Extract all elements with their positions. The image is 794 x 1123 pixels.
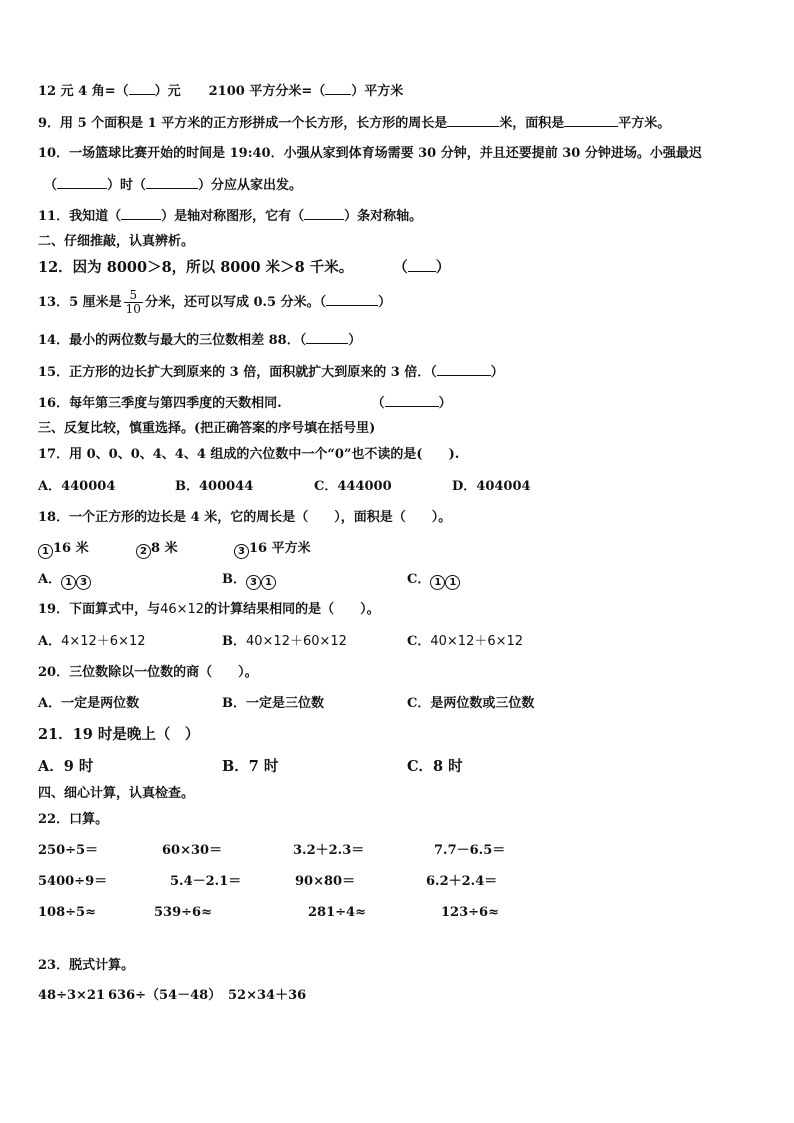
option-a[interactable]: A．9 时 [38,758,94,775]
option-c[interactable]: C．444000 [314,479,392,494]
question-13: 13．5 厘米是 $\frac{5}{10}$ 分米，还可以写成 0.5 分米。（ ） [38,288,392,316]
question-11: 11．我知道（ ）是轴对称图形，它有（ ）条对称轴。 [38,209,423,224]
oral-row-1 [38,842,758,860]
oral-item: 5.4－2.1＝ [170,874,242,889]
answer-blank[interactable] [325,82,351,95]
question-prev: 12 元 4 角=（ ）元 2100 平方分米=（ ）平方米 [38,84,404,99]
oral-item: 90×80＝ [295,874,356,889]
question-19-options [38,633,758,651]
section-heading-2: 二、仔细推敲，认真辨析。 [38,234,195,249]
question-16: 16．每年第三季度与第四季度的天数相同. （ ） [38,396,452,411]
option-d[interactable]: D．404004 [452,479,531,494]
oral-item: 539÷6≈ [154,905,212,920]
question-12: 12．因为 8000＞8，所以 8000 米＞8 千米。 （ ） [38,259,451,276]
question-19: 19．下面算式中，与46×12的计算结果相同的是（ ）。 [38,602,380,617]
option-b[interactable]: B．400044 [175,479,254,494]
option-c[interactable]: C．是两位数或三位数 [407,696,535,711]
calc-item: 52×34＋36 [228,988,307,1003]
option-b[interactable]: B．7 时 [222,758,279,775]
answer-blank[interactable] [385,394,439,407]
option-c[interactable]: C． 1 1 [407,571,460,590]
answer-blank[interactable] [129,82,155,95]
oral-item: 281÷4≈ [308,905,366,920]
section-heading-3: 三、反复比较，慎重选择。(把正确答案的序号填在括号里) [38,421,376,436]
question-17: 17．用 0、0、0、4、4、4 组成的六位数中一个“0”也不读的是( ). [38,447,460,462]
oral-item: 7.7－6.5＝ [434,843,506,858]
option-b[interactable]: B．40×12＋60×12 [222,634,347,649]
question-10-line2: （ ）时（ ）分应从家出发。 [44,178,303,193]
option-a[interactable]: A．一定是两位数 [38,696,140,711]
question-23: 23．脱式计算。 [38,958,135,973]
answer-blank[interactable] [447,114,499,127]
option-b[interactable]: B．一定是三位数 [222,696,324,711]
question-17-options [38,478,758,496]
calc-item: 48÷3×21 [38,988,106,1003]
oral-item: 6.2＋2.4＝ [426,874,498,889]
question-18: 18．一个正方形的边长是 4 米，它的周长是（ ），面积是（ ）。 [38,510,452,525]
question-18-options [38,571,758,589]
answer-blank[interactable] [146,176,198,189]
option-c[interactable]: C．40×12＋6×12 [407,634,524,649]
option-c[interactable]: C．8 时 [407,758,463,775]
oral-item: 250÷5＝ [38,843,99,858]
question-22: 22．口算。 [38,812,109,827]
oral-item: 108÷5≈ [38,905,96,920]
item-1: 1 16 米 [38,540,89,559]
calc-item: 636÷（54－48） [108,988,222,1003]
answer-blank[interactable] [326,293,378,306]
answer-blank[interactable] [306,331,348,344]
question-10: 10．一场篮球比赛开始的时间是 19:40．小强从家到体育场需要 30 分钟，并且还要提前 30 分钟进场。小强最迟 [38,146,702,161]
option-a[interactable]: A．4×12＋6×12 [38,634,146,649]
fraction: $\frac{5}{10}$ [125,288,141,316]
answer-blank[interactable] [57,176,107,189]
section-heading-4: 四、细心计算，认真检查。 [38,786,195,801]
question-14: 14．最小的两位数与最大的三位数相差 88．（ ） [38,333,362,348]
oral-item: 123÷6≈ [441,905,499,920]
question-21-options [38,758,758,776]
option-b[interactable]: B． 3 1 [222,571,276,590]
question-9: 9．用 5 个面积是 1 平方米的正方形拼成一个长方形，长方形的周长是 米，面积是 平方米。 [38,116,671,131]
oral-row-3 [38,904,758,922]
question-21: 21．19 时是晚上（ ） [38,726,200,743]
option-a[interactable]: A． 1 3 [38,571,91,590]
calc-row [38,987,758,1005]
question-20-options [38,695,758,713]
oral-item: 3.2＋2.3＝ [293,843,365,858]
question-15: 15．正方形的边长扩大到原来的 3 倍，面积就扩大到原来的 3 倍．（ ） [38,365,504,380]
oral-item: 60×30＝ [162,843,223,858]
answer-blank[interactable] [304,207,344,220]
item-3: 3 16 平方米 [234,540,311,559]
question-18-items [38,540,758,558]
item-2: 2 8 米 [136,540,178,559]
oral-row-2 [38,873,758,891]
option-a[interactable]: A．440004 [38,479,116,494]
oral-item: 5400÷9＝ [38,874,108,889]
answer-blank[interactable] [437,363,491,376]
answer-blank[interactable] [408,259,436,272]
answer-blank[interactable] [564,114,618,127]
question-20: 20．三位数除以一位数的商（ ）。 [38,665,258,680]
answer-blank[interactable] [121,207,161,220]
